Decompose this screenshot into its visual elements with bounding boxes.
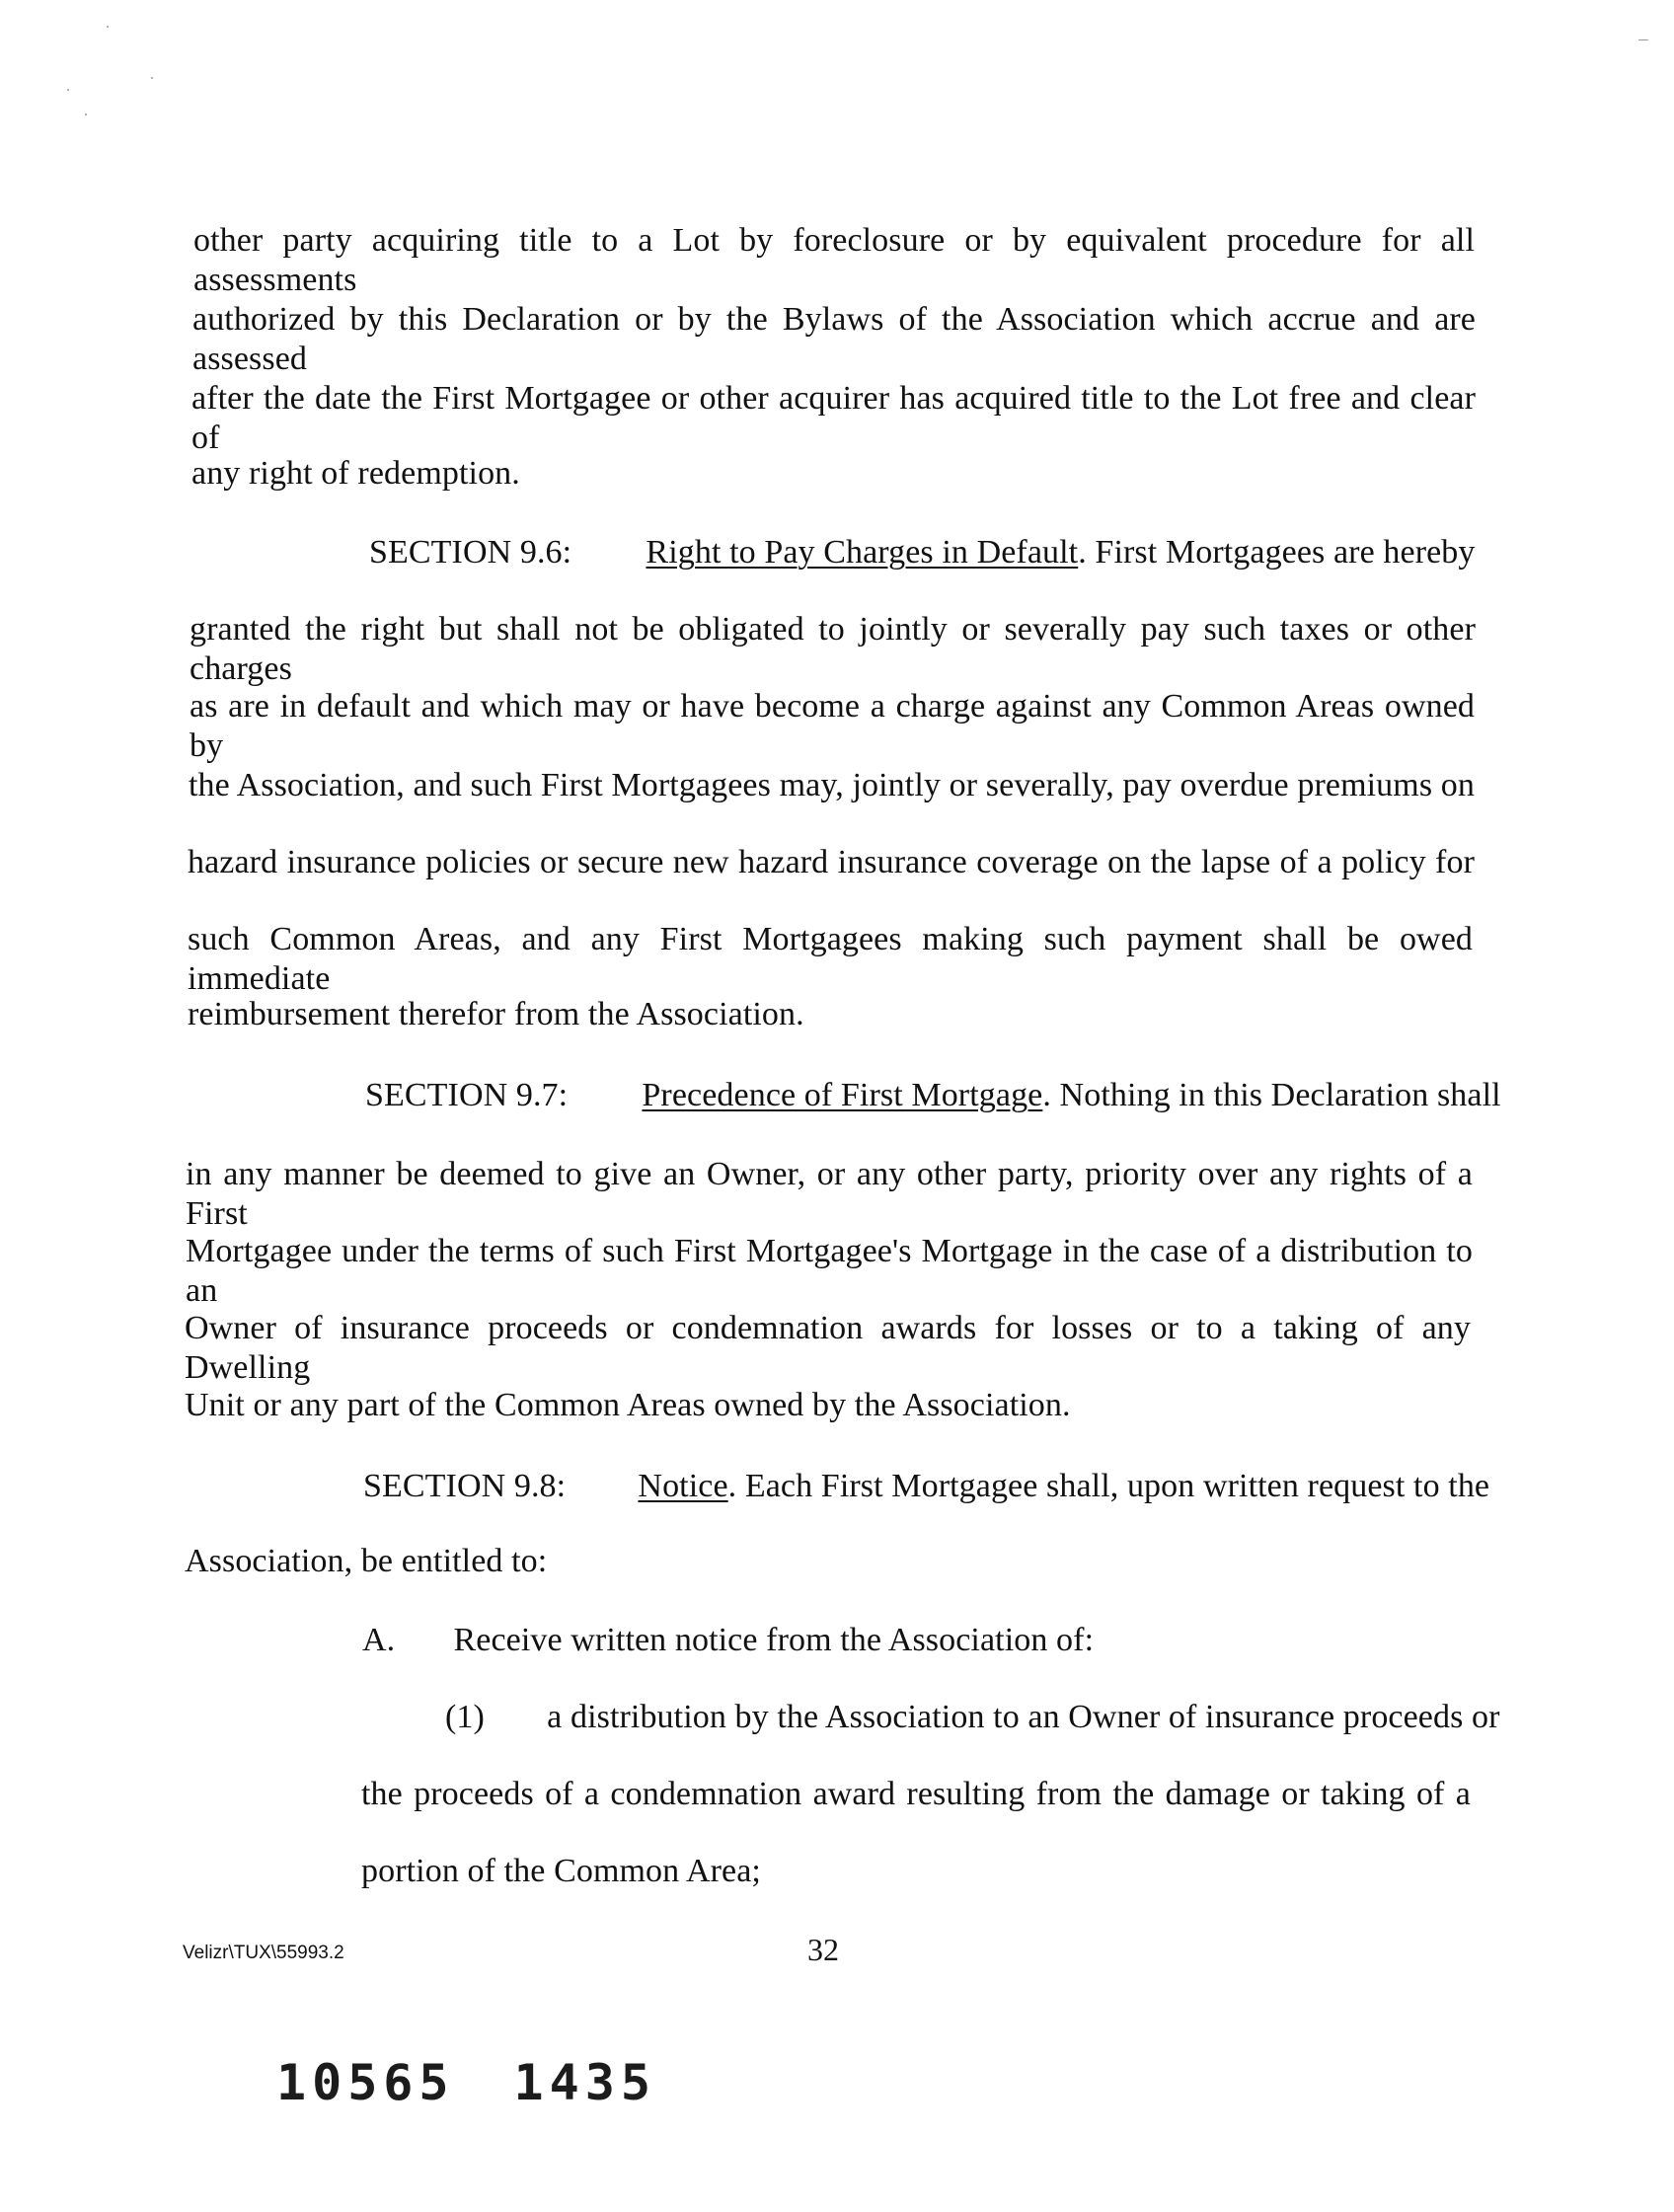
paragraph-line: Owner of insurance proceeds or condemnation awards for losses or to a taking of any Dwelling xyxy=(185,1310,1471,1386)
page-number: 32 xyxy=(807,1932,839,1967)
section-9-8-heading xyxy=(363,1467,1489,1506)
paragraph-line: authorized by this Declaration or by the Bylaws of the Association which accrue and are assessed xyxy=(192,301,1476,377)
list-text: Receive written notice from the Association of: xyxy=(453,1622,1095,1658)
list-label: (1) xyxy=(445,1699,485,1735)
paragraph-line: hazard insurance policies or secure new hazard insurance coverage on the lapse of a policy for xyxy=(188,844,1475,880)
paragraph-line: Unit or any part of the Common Areas owned by the Association. xyxy=(185,1387,1071,1423)
list-text: a distribution by the Association to an Owner of insurance proceeds or xyxy=(547,1699,1500,1735)
section-title: Right to Pay Charges in Default xyxy=(646,534,1079,571)
paragraph-line: Association, be entitled to: xyxy=(185,1543,548,1579)
paragraph-line: reimbursement therefor from the Association. xyxy=(188,996,804,1032)
scan-speck xyxy=(67,89,69,91)
paragraph-line: in any manner be deemed to give an Owner, or any other party, priority over any rights of a First xyxy=(186,1156,1473,1232)
paragraph-line: portion of the Common Area; xyxy=(361,1853,761,1889)
section-title: Notice xyxy=(638,1468,728,1504)
paragraph-line: as are in default and which may or have become a charge against any Common Areas owned by xyxy=(190,688,1475,764)
list-item-1 xyxy=(445,1698,1500,1737)
section-number: SECTION 9.8: xyxy=(363,1468,567,1504)
scan-speck xyxy=(107,26,109,28)
paragraph-line: the proceeds of a condemnation award resulting from the damage or taking of a xyxy=(361,1776,1471,1812)
section-number: SECTION 9.7: xyxy=(365,1077,569,1113)
file-reference: Velizr\TUX\55993.2 xyxy=(183,1943,344,1963)
list-item-a xyxy=(362,1621,1094,1660)
scan-speck xyxy=(151,77,153,79)
section-title: Precedence of First Mortgage xyxy=(642,1077,1043,1113)
paragraph-line: any right of redemption. xyxy=(191,455,520,492)
stamp-book-number: 10565 xyxy=(276,2054,455,2111)
paragraph-line: such Common Areas, and any First Mortgagees making such payment shall be owed immediate xyxy=(188,921,1473,997)
list-label: A. xyxy=(362,1622,396,1658)
paragraph-line: the Association, and such First Mortgagees may, jointly or severally, pay overdue premiums on xyxy=(189,767,1475,803)
section-heading-rest: . Nothing in this Declaration shall xyxy=(1042,1077,1501,1113)
section-9-6-heading xyxy=(369,533,1476,572)
stamp-page-number: 1435 xyxy=(513,2054,656,2111)
scan-speck xyxy=(1638,39,1648,40)
paragraph-line: granted the right but shall not be obligated to jointly or severally pay such taxes or other charges xyxy=(190,611,1476,687)
section-9-7-heading xyxy=(365,1076,1501,1115)
recording-stamp xyxy=(276,2053,656,2112)
section-heading-rest: . First Mortgagees are hereby xyxy=(1078,534,1476,571)
scan-speck xyxy=(85,114,87,115)
paragraph-line: Mortgagee under the terms of such First Mortgagee's Mortgage in the case of a distribution to an xyxy=(186,1233,1473,1309)
section-number: SECTION 9.6: xyxy=(369,534,572,571)
paragraph-line: other party acquiring title to a Lot by foreclosure or by equivalent procedure for all assessments xyxy=(193,222,1475,298)
section-heading-rest: . Each First Mortgagee shall, upon written request to the xyxy=(727,1468,1490,1504)
paragraph-line: after the date the First Mortgagee or other acquirer has acquired title to the Lot free and clear of xyxy=(191,380,1476,456)
